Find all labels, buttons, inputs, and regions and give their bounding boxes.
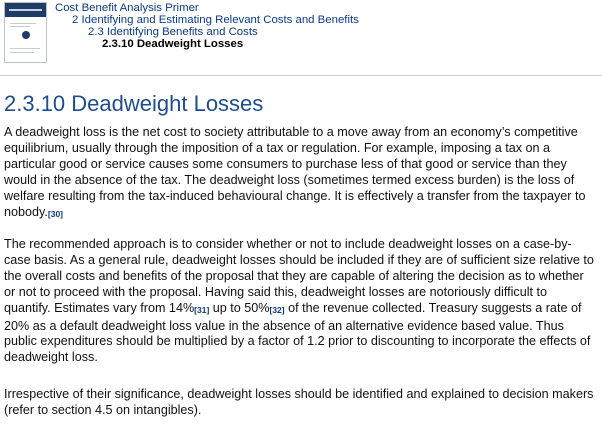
footnote-link-31[interactable]: [31] <box>194 304 210 315</box>
footnote-link-32[interactable]: [32] <box>269 304 285 315</box>
footnote-link-30[interactable]: [30] <box>47 208 64 219</box>
paragraph-2-text: of the revenue collected. Treasury suggests a rate of 20% as a default deadweight loss value in the absence of an alternative evidence based value. Thus public expenditures should be multiplied by a factor of 1.2 prior to discounting to incorporate the effects of deadweight loss. <box>4 300 591 365</box>
cover-text-line <box>10 23 36 24</box>
cover-title-line <box>9 9 42 11</box>
breadcrumb-level3-link[interactable]: 2.3 Identifying Benefits and Costs <box>88 26 258 38</box>
paragraph-3: Irrespective of their significance, deadweight losses should be identified and explained to decision makers (refer to section 4.5 on intangibles). <box>4 387 594 417</box>
cover-text-line <box>10 48 40 49</box>
paragraph-2 <box>4 237 596 366</box>
breadcrumb-level1-link[interactable]: Cost Benefit Analysis Primer <box>55 2 199 14</box>
breadcrumb-current: 2.3.10 Deadweight Losses <box>102 38 244 50</box>
cover-emblem <box>22 31 30 39</box>
breadcrumb-level2-link[interactable]: 2 Identifying and Estimating Relevant Costs and Benefits <box>72 14 359 26</box>
cover-text-line <box>10 26 30 27</box>
paragraph-2-text: up to 50% <box>209 300 270 315</box>
document-cover-thumbnail[interactable] <box>4 2 47 63</box>
paragraph-1 <box>4 125 596 222</box>
paragraph-1-text: A deadweight loss is the net cost to society attributable to a move away from an economy’s competitive equilibrium, usually through the imposition of a tax or regulation. For example, imposing a tax on a particular good or service causes some consumers to purchase less of that good or service than they would in the absence of the tax. The deadweight loss (sometimes termed excess burden) is the loss of welfare resulting from the tax-induced behavioural change. It is effectively a transfer from the taxpayer to nobody. <box>4 125 586 219</box>
header-divider <box>0 75 602 76</box>
paragraph-2-text: The recommended approach is to consider whether or not to include deadweight losses on a case-by-case basis. As a general rule, deadweight losses should be included if they are of sufficient size relative to the overall costs and benefits of the proposal that they are capable of altering the decision as to whether or not to proceed with the proposal. Having said this, deadweight losses are notoriously difficult to quantify. Estimates vary from 14% <box>4 237 594 315</box>
cover-text-line <box>10 52 34 53</box>
page-title: 2.3.10 Deadweight Losses <box>4 91 264 116</box>
